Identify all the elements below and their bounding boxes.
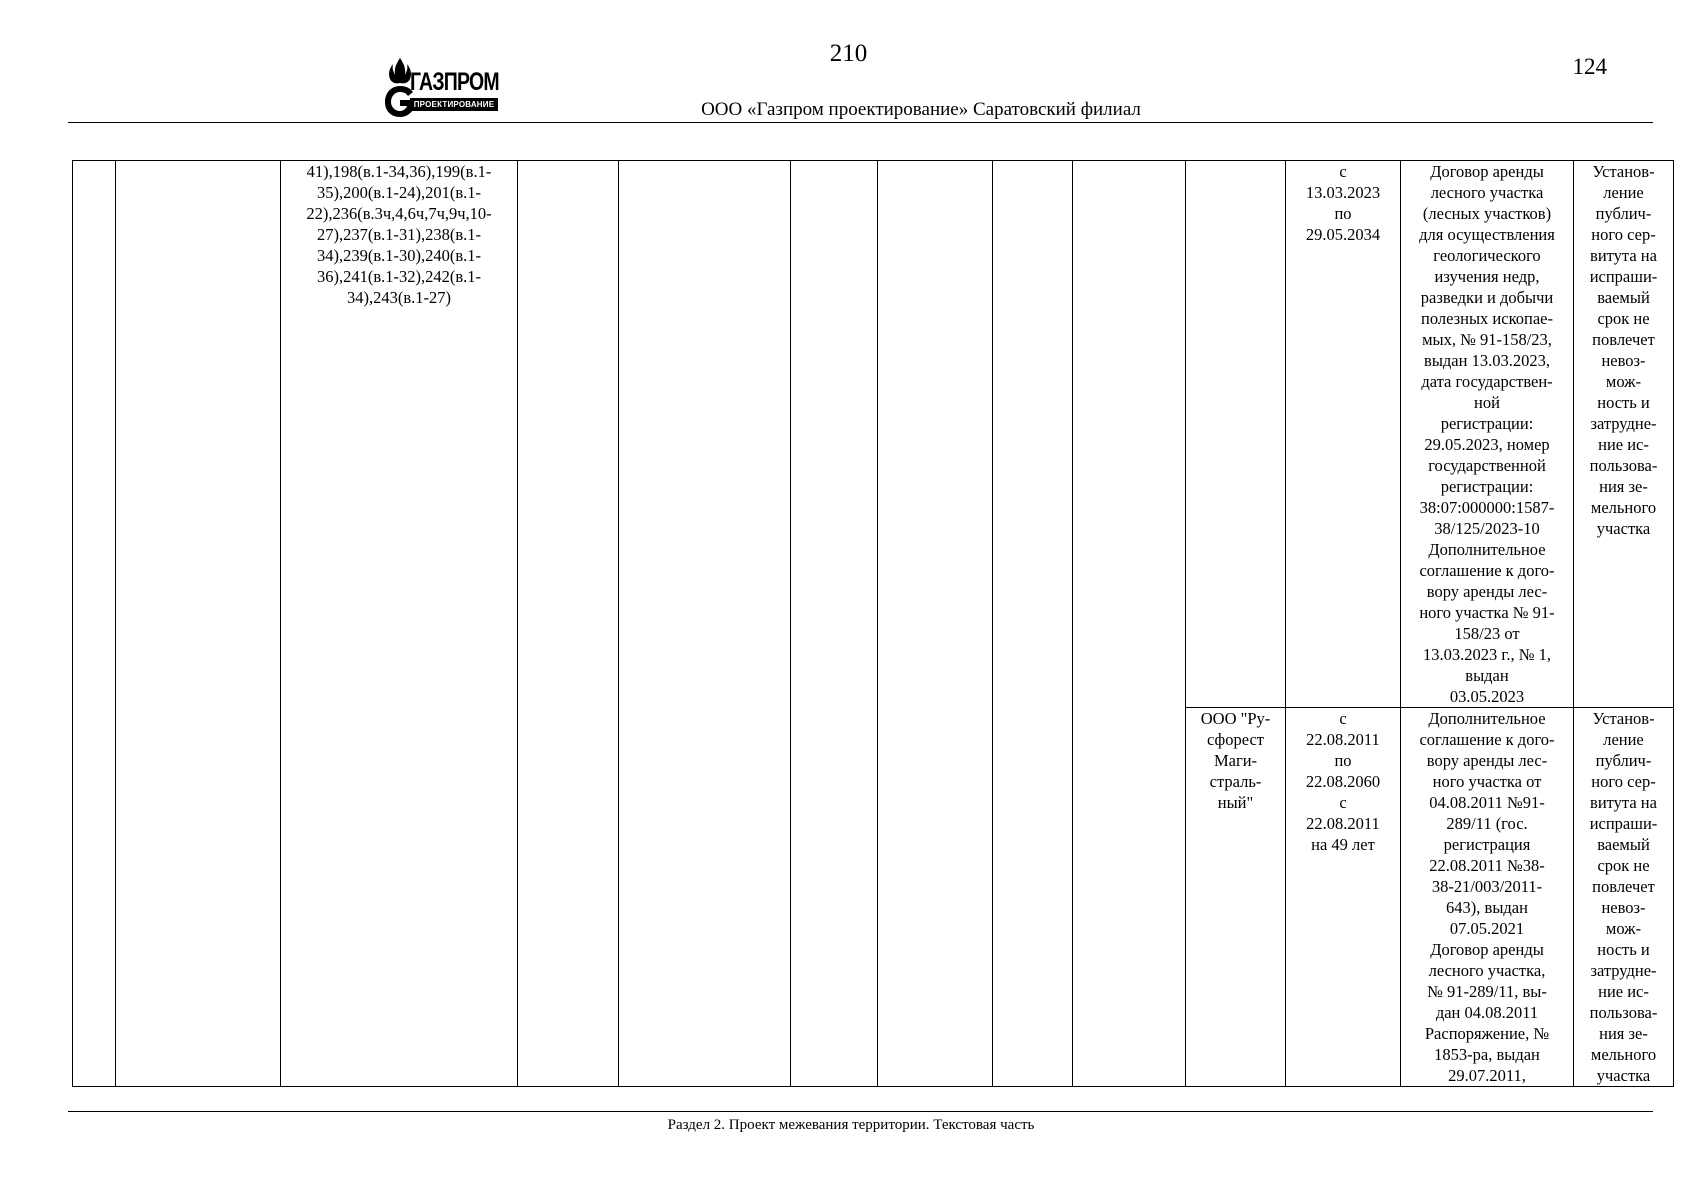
table-cell-empty xyxy=(993,161,1073,1087)
page-number-right: 124 xyxy=(1572,54,1607,79)
footer-rule xyxy=(68,1111,1653,1112)
table-cell-empty xyxy=(1073,161,1186,1087)
table-cell-empty xyxy=(619,161,791,1087)
table-cell-documents xyxy=(1401,161,1574,708)
table-cell-justification xyxy=(1574,161,1674,708)
table-cell-empty xyxy=(791,161,878,1087)
holder-text: ООО "Ру- сфорест Маги- страль- ный" xyxy=(1200,709,1271,812)
justification-text: Установ- ление публич- ного сер- витута на испраши- ваемый срок не повлечет невоз- мож- ность и затрудне- ние ис- пользова- ния зе- мельного участка xyxy=(1589,709,1658,1085)
table-cell-documents xyxy=(1401,708,1574,1087)
period-text: с 13.03.2023 по 29.05.2034 xyxy=(1305,162,1381,244)
table-cell-empty xyxy=(116,161,281,1087)
justification-text: Установ- ление публич- ного сер- витута на испраши- ваемый срок не повлечет невоз- мож- ность и затрудне- ние ис- пользова- ния зе- мельного участка xyxy=(1589,162,1658,538)
documents-text: Договор аренды лесного участка (лесных участков) для осуществления геологического изучения недр, разведки и добычи полезных ископае- мых, № 91-158/23, выдан 13.03.2023, дата государствен- ной регистрации: 29.05.2023, номер государственной регистрации: 38:07:000000:1587- 38/125/2023-10 Дополнительное соглашение к дого- вору аренды лес- ного участка № 91- 158/23 от 13.03.2023 г., № 1, выдан 03.05.2023 xyxy=(1419,162,1555,706)
table-cell-empty xyxy=(878,161,993,1087)
documents-text: Дополнительное соглашение к дого- вору аренды лес- ного участка от 04.08.2011 №91- 289/11 (гос. регистрация 22.08.2011 №38- 38-21/003/2011- 643), выдан 07.05.2021 Договор аренды лесного участка, № 91-289/11, вы- дан 04.08.2011 Распоряжение, № 1853-ра, выдан 29.07.2011, xyxy=(1419,709,1555,1085)
table-cell-empty xyxy=(518,161,619,1087)
logo-wordmark: ГАЗПРОМ xyxy=(410,68,499,96)
table-cell-period xyxy=(1286,708,1401,1087)
quarters-text: 41),198(в.1-34,36),199(в.1- 35),200(в.1-24),201(в.1- 22),236(в.3ч,4,6ч,7ч,9ч,10- 27),237(в.1-31),238(в.1- 34),239(в.1-30),240(в.1- 36),241(в.1-32),242(в.1- 34),243(в.1-27) xyxy=(306,162,492,307)
header-rule xyxy=(68,122,1653,123)
period-text: с 22.08.2011 по 22.08.2060 с 22.08.2011 на 49 лет xyxy=(1305,709,1381,854)
page-number-center: 210 xyxy=(829,40,868,67)
table-row xyxy=(73,161,1674,708)
table-cell-period xyxy=(1286,161,1401,708)
table-cell-quarters xyxy=(281,161,518,1087)
logo-subtitle: ПРОЕКТИРОВАНИЕ xyxy=(410,98,498,111)
footer-text: Раздел 2. Проект межевания территории. Текстовая часть xyxy=(667,1117,1035,1133)
table-cell-holder xyxy=(1186,161,1286,708)
data-table xyxy=(72,160,1674,1087)
table-cell-empty xyxy=(73,161,116,1087)
table-cell-holder xyxy=(1186,708,1286,1087)
organization-title: ООО «Газпром проектирование» Саратовский филиал xyxy=(701,99,1141,120)
table-cell-justification xyxy=(1574,708,1674,1087)
